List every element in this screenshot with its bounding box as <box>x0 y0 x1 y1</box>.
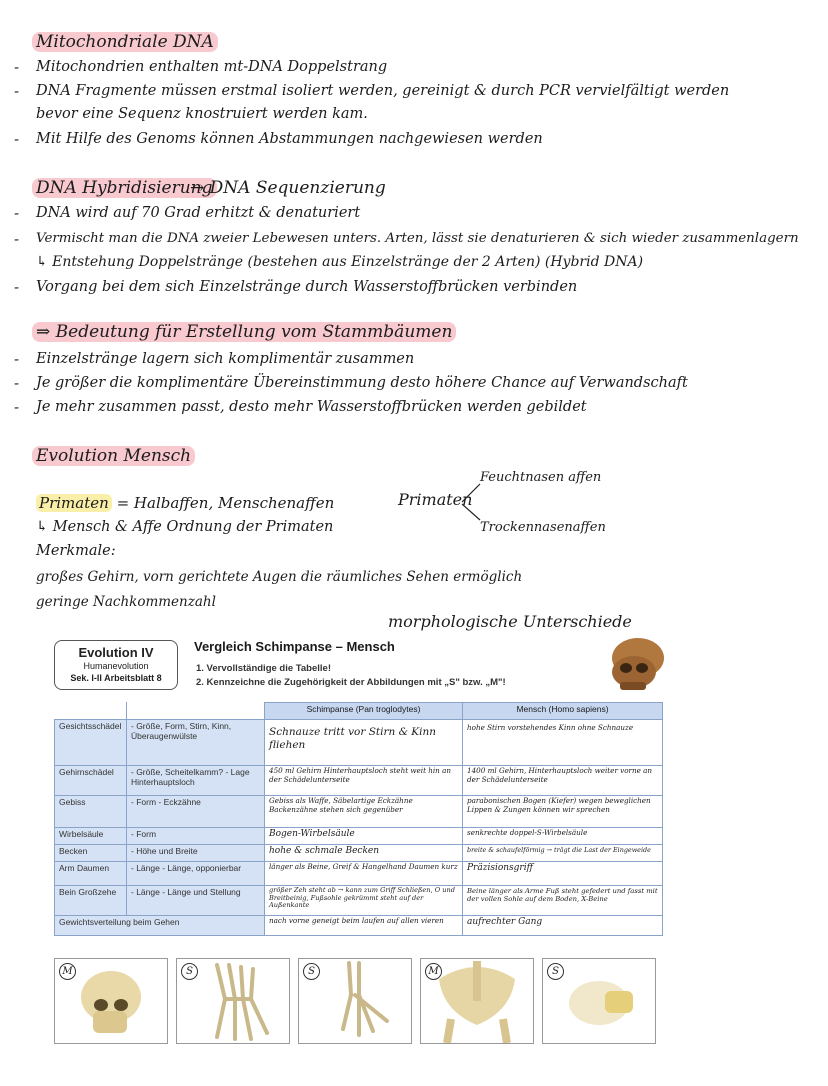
row-label: Gewichtsverteilung beim Gehen <box>55 916 265 936</box>
heading-bedeutung: ⇒ Bedeutung für Erstellung vom Stammbäumen <box>32 322 456 342</box>
eye-socket-left <box>94 999 108 1011</box>
image-human-pelvis <box>420 958 534 1044</box>
mito-bullet-3: Mit Hilfe des Genoms können Abstammungen nachgewiesen werden <box>36 131 543 147</box>
human-answer: hohe Stirn vorstehendes Kinn ohne Schnauze <box>463 720 663 766</box>
primaten-highlight: Primaten <box>36 494 112 512</box>
meaning-bullet-1: Einzelstränge lagern sich komplimentär zusammen <box>36 351 415 367</box>
chimp-answer: größer Zeh steht ab → kann zum Griff Schließen, O und Breitbeinig, Fußsohle gekrümmt steht auf der Außenkante <box>265 886 463 916</box>
human-answer: parabonischen Bogen (Kiefer) wegen beweglichen Lippen & Zungen können wir sprechen <box>463 796 663 828</box>
table-header-row <box>55 703 663 720</box>
mito-bullet-2-cont: bevor eine Sequenz knostruiert werden kam. <box>36 106 368 122</box>
human-answer: 1400 ml Gehirn, Hinterhauptsloch weiter vorne an der Schädelunterseite <box>463 766 663 796</box>
hybrid-bullet-3: Vorgang bei dem sich Einzelstränge durch Wasserstoffbrücken verbinden <box>36 279 578 295</box>
primaten-def-text: = Halbaffen, Menschenaffen <box>116 494 335 512</box>
row-label: Gehirnschädel <box>55 766 127 796</box>
bullet-dash: - <box>14 82 20 100</box>
tree-branch-up <box>462 484 480 502</box>
image-chimp-foot <box>298 958 412 1044</box>
heading-evolution-mensch: Evolution Mensch <box>32 446 195 466</box>
pelvis-highlight <box>605 991 633 1013</box>
table-row <box>55 720 663 766</box>
tree-trockennasenaffen: Trockennasenaffen <box>480 520 606 535</box>
mito-bullet-2: DNA Fragmente müssen erstmal isoliert werden, gereinigt & durch PCR vervielfältigt werden <box>36 83 730 99</box>
row-criteria: - Länge - Länge und Stellung <box>127 886 265 916</box>
mensch-affe-line: ↳ Mensch & Affe Ordnung der Primaten <box>36 519 334 535</box>
chimp-answer: 450 ml Gehirn Hinterhauptsloch steht weit hin an der Schädelunterseite <box>265 766 463 796</box>
row-label: Wirbelsäule <box>55 828 127 845</box>
worksheet-box-title: Evolution IV <box>78 645 154 660</box>
heading-mitochondriale-dna: Mitochondriale DNA <box>32 32 218 52</box>
human-answer: Präzisionsgriff <box>463 862 663 886</box>
header-mensch: Mensch (Homo sapiens) <box>463 703 663 720</box>
row-label: Gebiss <box>55 796 127 828</box>
row-criteria: - Form - Eckzähne <box>127 796 265 828</box>
bullet-dash: - <box>14 350 20 368</box>
row-criteria: - Größe, Form, Stirn, Kinn, Überaugenwülste <box>127 720 265 766</box>
image-chimp-pelvis <box>542 958 656 1044</box>
skull-eye-right <box>636 663 648 673</box>
human-answer: breite & schaufelförmig → trägt die Last der Eingeweide <box>463 845 663 862</box>
table-row <box>55 828 663 845</box>
row-criteria: - Größe, Scheitelkamm? - Lage Hinterhauptsloch <box>127 766 265 796</box>
image-chimp-hand <box>176 958 290 1044</box>
merkmale-label: Merkmale: <box>36 543 116 559</box>
human-answer: senkrechte doppel-S-Wirbelsäule <box>463 828 663 845</box>
meaning-bullet-3: Je mehr zusammen passt, desto mehr Wasserstoffbrücken werden gebildet <box>36 399 587 415</box>
skull-eye-left <box>620 663 632 673</box>
table-row <box>55 845 663 862</box>
chimp-answer: Gebiss als Waffe, Säbelartige Eckzähne Backenzähne stehen sich gegenüber <box>265 796 463 828</box>
tree-feuchtnasenaffen: Feuchtnasen affen <box>480 470 602 485</box>
morphologische-unterschiede: morphologische Unterschiede <box>388 612 632 631</box>
mark-circle: S <box>303 963 320 980</box>
human-answer: aufrechter Gang <box>463 916 663 936</box>
header-schimpanse: Schimpanse (Pan troglodytes) <box>265 703 463 720</box>
table-row <box>55 916 663 936</box>
eye-socket-right <box>114 999 128 1011</box>
jaw-shape <box>93 1011 127 1033</box>
bullet-dash: - <box>14 204 20 222</box>
row-label: Gesichtsschädel <box>55 720 127 766</box>
hand-bones <box>217 965 267 1039</box>
bullet-dash: - <box>14 398 20 416</box>
fossil-skull-image <box>604 634 668 696</box>
mark-circle: M <box>59 963 76 980</box>
bullet-dash: - <box>14 278 20 296</box>
chimp-answer: Schnauze tritt vor Stirn & Kinn fliehen <box>265 720 463 766</box>
row-criteria: - Höhe und Breite <box>127 845 265 862</box>
heading-dna-hybridisierung: DNA Hybridisierung <box>32 178 217 198</box>
worksheet-task-1: 1. Vervollständige die Tabelle! <box>196 663 331 674</box>
worksheet-task-2: 2. Kennzeichne die Zugehörigkeit der Abbildungen mit „S" bzw. „M"! <box>196 677 506 688</box>
bullet-dash: - <box>14 374 20 392</box>
worksheet-title: Vergleich Schimpanse – Mensch <box>194 639 395 654</box>
skull-jaw <box>620 682 646 690</box>
chimp-answer: länger als Beine, Greif & Hangelhand Daumen kurz <box>265 862 463 886</box>
human-answer: Beine länger als Arme Fuß steht gefedert und fasst mit der vollen Sohle auf dem Boden, X-Beine <box>463 886 663 916</box>
row-label: Arm Daumen <box>55 862 127 886</box>
dna-sequenzierung-note: → DNA Sequenzierung <box>190 178 386 198</box>
hybrid-bullet-2: Vermischt man die DNA zweier Lebewesen unters. Arten, lässt sie denaturieren & sich wieder zusammenlagern <box>36 231 799 246</box>
chimp-answer: Bogen-Wirbelsäule <box>265 828 463 845</box>
bullet-dash: - <box>14 130 20 148</box>
merkmale-line-1: großes Gehirn, vorn gerichtete Augen die räumliches Sehen ermöglich <box>36 569 523 585</box>
row-label: Becken <box>55 845 127 862</box>
worksheet-box-sub: Humanevolution <box>83 661 149 671</box>
table-row <box>55 796 663 828</box>
comparison-table <box>54 702 663 936</box>
chimp-answer: nach vorne geneigt beim laufen auf allen vieren <box>265 916 463 936</box>
foot-bones <box>343 963 387 1035</box>
mito-bullet-1: Mitochondrien enthalten mt-DNA Doppelstrang <box>36 59 388 75</box>
table-header-blank <box>127 703 265 720</box>
meaning-bullet-2: Je größer die komplimentäre Übereinstimmung desto höhere Chance auf Verwandschaft <box>36 375 688 391</box>
table-row <box>55 766 663 796</box>
image-human-skull <box>54 958 168 1044</box>
bullet-dash: - <box>14 58 20 76</box>
mark-circle: S <box>181 963 198 980</box>
hybrid-bullet-2-result: ↳ Entstehung Doppelstränge (bestehen aus Einzelstränge der 2 Arten) (Hybrid DNA) <box>36 254 644 270</box>
spine-shape <box>473 961 481 1001</box>
table-row <box>55 886 663 916</box>
row-criteria: - Länge - Länge, opponierbar <box>127 862 265 886</box>
hybrid-bullet-1: DNA wird auf 70 Grad erhitzt & denaturiert <box>36 205 361 221</box>
worksheet-label-box <box>54 640 178 690</box>
worksheet-box-sheet: Sek. I-II Arbeitsblatt 8 <box>70 673 162 683</box>
tree-root-primaten: Primaten <box>398 490 473 509</box>
table-row <box>55 862 663 886</box>
chimp-answer: hohe & schmale Becken <box>265 845 463 862</box>
mark-circle: M <box>425 963 442 980</box>
primaten-definition <box>36 494 334 512</box>
tree-branch-down <box>462 504 480 520</box>
merkmale-line-2: geringe Nachkommenzahl <box>36 594 216 610</box>
row-label: Bein Großzehe <box>55 886 127 916</box>
row-criteria: - Form <box>127 828 265 845</box>
bullet-dash: - <box>14 230 20 248</box>
mark-circle: S <box>547 963 564 980</box>
table-header-blank <box>55 703 127 720</box>
